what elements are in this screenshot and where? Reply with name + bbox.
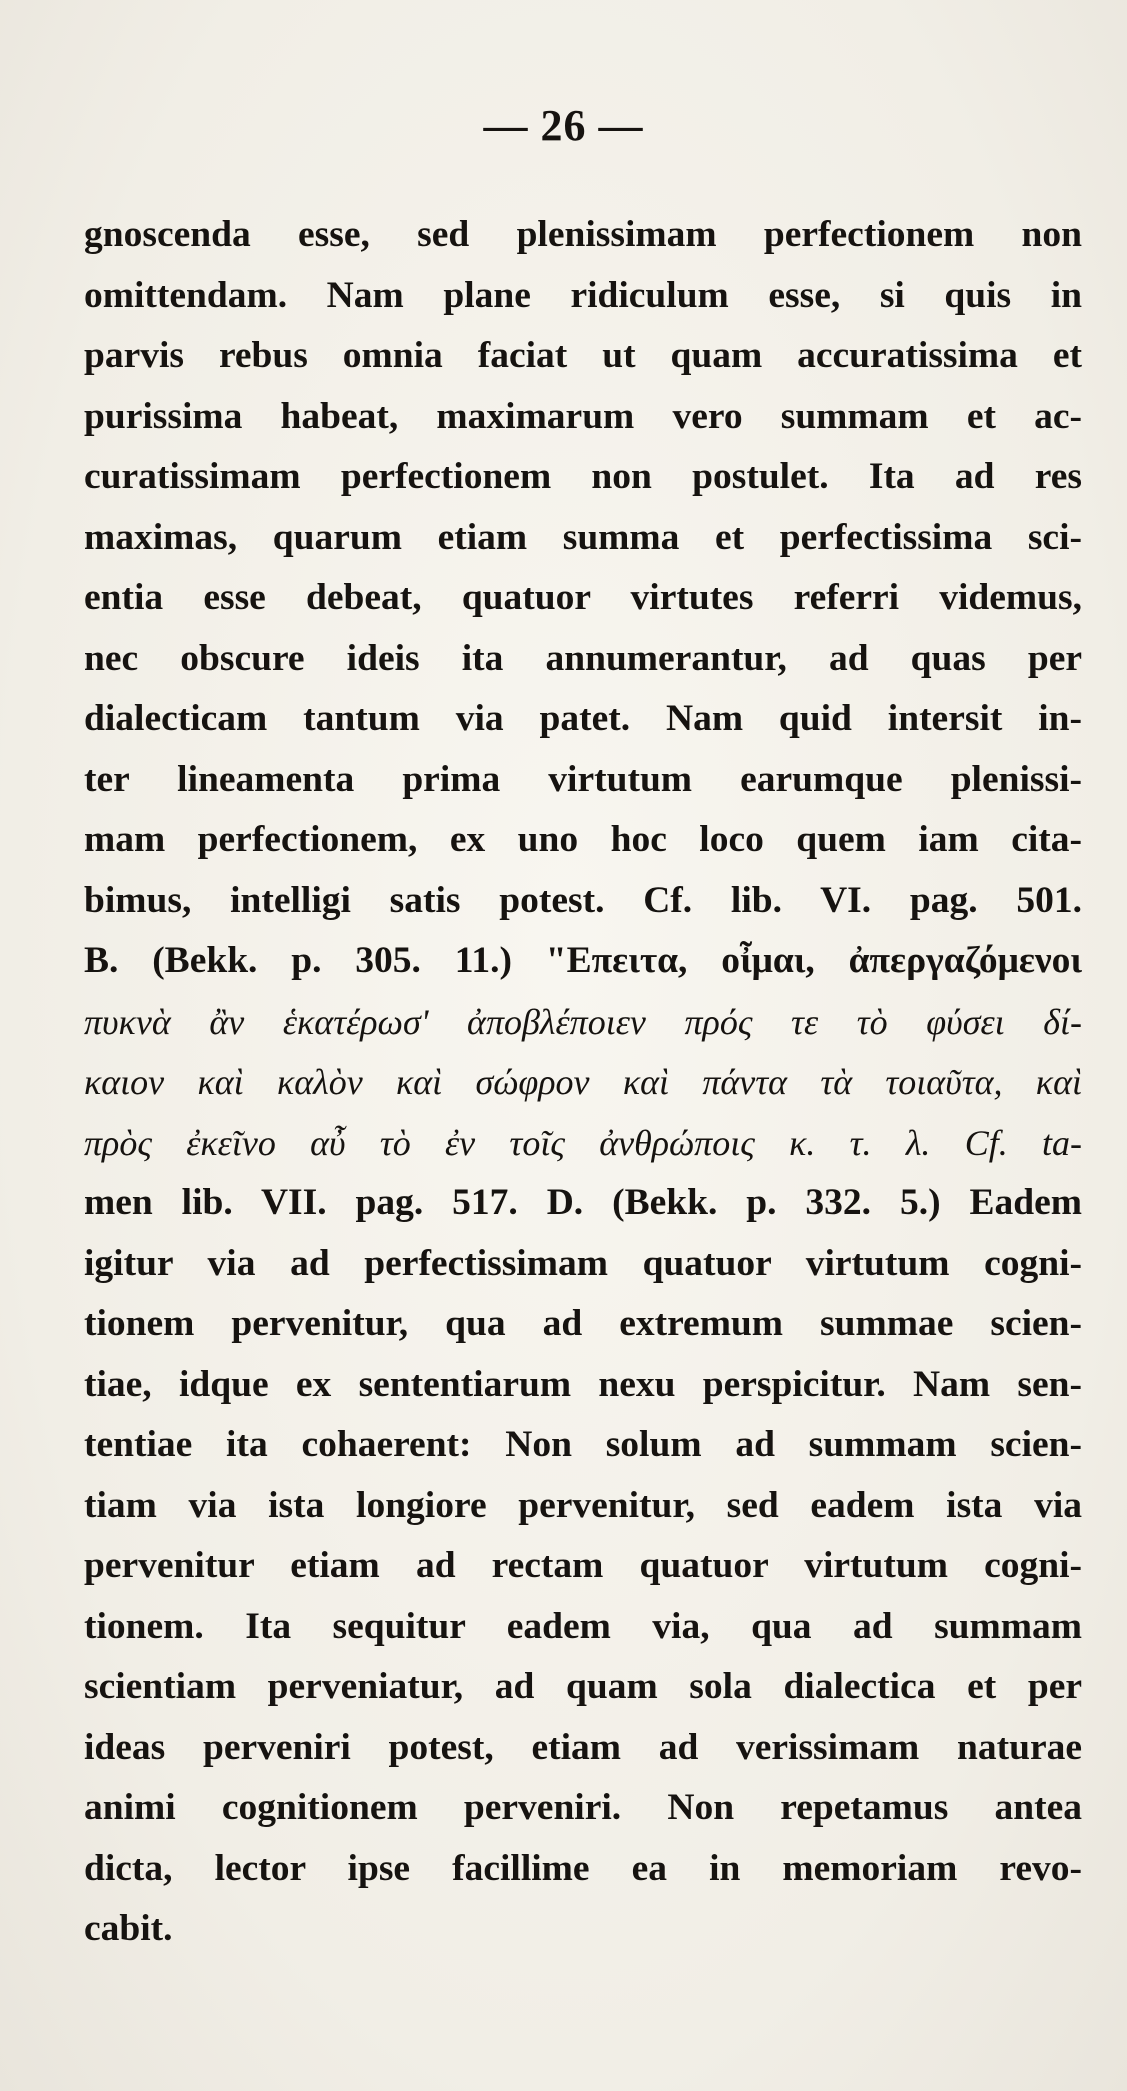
text-line: nec obscure ideis ita annumerantur, ad quas per	[84, 637, 1082, 679]
greek-quote-line: πρὸς ἐκεῖνο αὖ τὸ ἐν τοῖς ἀνθρώποις κ. τ. λ. Cf. ta-	[84, 1122, 1082, 1163]
text-line: entia esse debeat, quatuor virtutes referri videmus,	[84, 577, 1082, 618]
text-line: ter lineamenta prima virtutum earumque plenissi-	[84, 758, 1082, 800]
text-line: maximas, quarum etiam summa et perfectissima sci-	[84, 516, 1082, 558]
greek-quote-line: πυκνὰ ἂν ἑκατέρωσ' ἀποβλέποιεν πρός τε τὸ φύσει δί-	[84, 1001, 1082, 1042]
text-line: tiam via ista longiore pervenitur, sed eadem ista via	[84, 1484, 1082, 1526]
text-line: curatissimam perfectionem non postulet. Ita ad res	[84, 456, 1082, 497]
text-line: animi cognitionem perveniri. Non repetamus antea	[84, 1787, 1082, 1828]
body-text	[84, 205, 1082, 1960]
text-line: tiae, idque ex sententiarum nexu perspicitur. Nam sen-	[84, 1363, 1082, 1405]
text-line-citation: B. (Bekk. p. 305. 11.) "Επειτα, οἶμαι, ἀπεργαζόμενοι	[84, 940, 1082, 981]
text-line-final: cabit.	[84, 1908, 173, 1949]
text-line: ideas perveniri potest, etiam ad verissimam naturae	[84, 1726, 1082, 1768]
text-line: omittendam. Nam plane ridiculum esse, si quis in	[84, 274, 1082, 316]
greek-quote-line: καιον καὶ καλὸν καὶ σώφρον καὶ πάντα τὰ τοιαῦτα, καὶ	[84, 1062, 1082, 1102]
text-line: gnoscenda esse, sed plenissimam perfectionem non	[84, 214, 1082, 255]
text-line: tentiae ita cohaerent: Non solum ad summam scien-	[84, 1424, 1082, 1465]
text-line: bimus, intelligi satis potest. Cf. lib. VI. pag. 501.	[84, 879, 1082, 921]
text-line: scientiam perveniatur, ad quam sola dialectica et per	[84, 1666, 1082, 1707]
text-line: tionem. Ita sequitur eadem via, qua ad summam	[84, 1605, 1082, 1647]
text-line: mam perfectionem, ex uno hoc loco quem iam cita-	[84, 819, 1082, 860]
text-line: pervenitur etiam ad rectam quatuor virtutum cogni-	[84, 1545, 1082, 1586]
text-line: tionem pervenitur, qua ad extremum summae scien-	[84, 1303, 1082, 1344]
text-line-citation: men lib. VII. pag. 517. D. (Bekk. p. 332. 5.) Eadem	[84, 1182, 1082, 1223]
text-line: purissima habeat, maximarum vero summam et ac-	[84, 395, 1082, 437]
text-line: dicta, lector ipse facillime ea in memoriam revo-	[84, 1847, 1082, 1889]
text-line: parvis rebus omnia faciat ut quam accuratissima et	[84, 335, 1082, 376]
text-line: dialecticam tantum via patet. Nam quid intersit in-	[84, 698, 1082, 739]
text-line: igitur via ad perfectissimam quatuor virtutum cogni-	[84, 1242, 1082, 1284]
page-number: — 26 —	[483, 101, 644, 150]
